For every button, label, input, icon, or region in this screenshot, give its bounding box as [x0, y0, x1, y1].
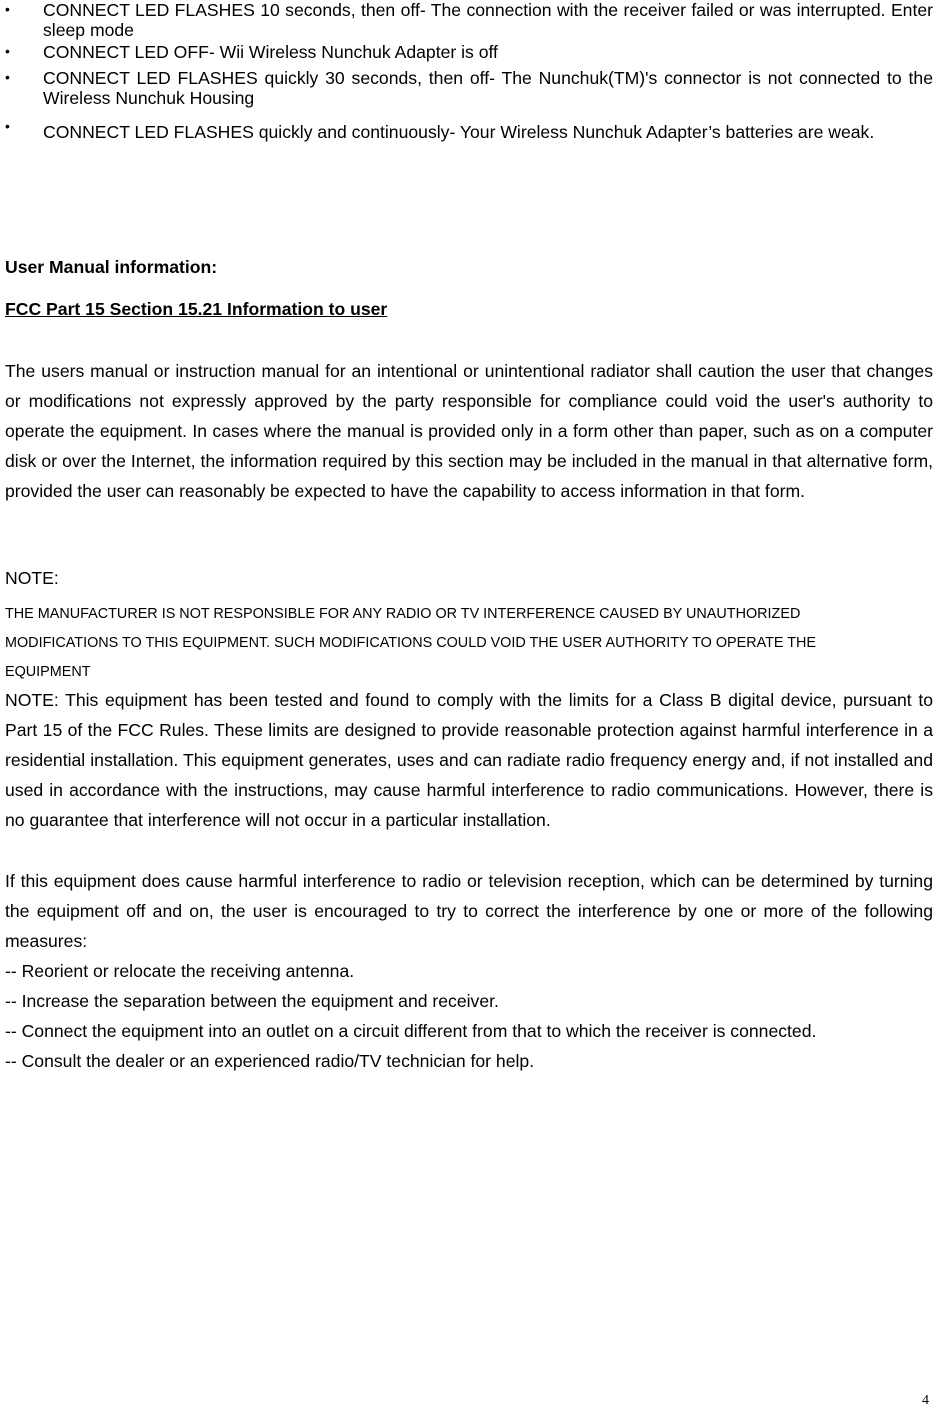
interference-paragraph: If this equipment does cause harmful interference to radio or television reception, which can be determined by turning the equipment off and on, the user is encouraged to try to correct the interference by one or more of the following measures:: [5, 871, 933, 951]
bullet-marker: •: [5, 118, 10, 134]
bullet-marker: •: [5, 1, 10, 17]
list-item: -- Consult the dealer or an experienced radio/TV technician for help.: [5, 1051, 535, 1071]
manufacturer-notice: THE MANUFACTURER IS NOT RESPONSIBLE FOR ANY RADIO OR TV INTERFERENCE CAUSED BY UNAUTHORIZED MODIFICATIONS TO THIS EQUIPMENT. SUCH MODIFICATIONS COULD VOID THE USER AUTHORITY TO OPERATE THE EQUIPMENT: [5, 606, 817, 680]
class-b-note-paragraph: NOTE: This equipment has been tested and found to comply with the limits for a Class B digital device, pursuant to Part 15 of the FCC Rules. These limits are designed to provide reasonable protection against harmful interference in a residential installation. This equipment generates, uses and can radiate radio frequency energy and, if not installed and used in accordance with the instructions, may cause harmful interference to radio communications. However, there is no guarantee that interference will not occur in a particular installation.: [5, 690, 933, 830]
note-label: NOTE:: [5, 568, 59, 588]
list-item: -- Increase the separation between the equipment and receiver.: [5, 991, 499, 1011]
list-item-text: CONNECT LED FLASHES quickly and continuously- Your Wireless Nunchuk Adapter’s batteries are weak.: [43, 122, 875, 142]
fcc-section-heading: FCC Part 15 Section 15.21 Information to user: [5, 299, 388, 319]
list-item: -- Reorient or relocate the receiving antenna.: [5, 961, 355, 981]
measures-list: [5, 956, 937, 1076]
user-manual-heading: User Manual information:: [5, 257, 218, 277]
users-manual-paragraph: The users manual or instruction manual for an intentional or unintentional radiator shall caution the user that changes or modifications not expressly approved by the party responsible for compliance could void the user's authority to operate the equipment. In cases where the manual is provided only in a form other than paper, such as on a computer disk or over the Internet, the information required by this section may be included in the manual in that alternative form, provided the user can reasonably be expected to have the capability to access information in that form.: [5, 361, 933, 501]
list-item-text: CONNECT LED OFF- Wii Wireless Nunchuk Adapter is off: [43, 42, 498, 62]
list-item-text: CONNECT LED FLASHES 10 seconds, then off- The connection with the receiver failed or was interrupted. Enter sleep mode: [43, 0, 933, 40]
bullet-marker: •: [5, 43, 10, 59]
list-item-text: CONNECT LED FLASHES quickly 30 seconds, then off- The Nunchuk(TM)'s connector is not connected to the Wireless Nunchuk Housing: [43, 68, 933, 108]
bullet-marker: •: [5, 69, 10, 85]
list-item: -- Connect the equipment into an outlet on a circuit different from that to which the receiver is connected.: [5, 1021, 817, 1041]
page-number: 4: [922, 1393, 929, 1408]
